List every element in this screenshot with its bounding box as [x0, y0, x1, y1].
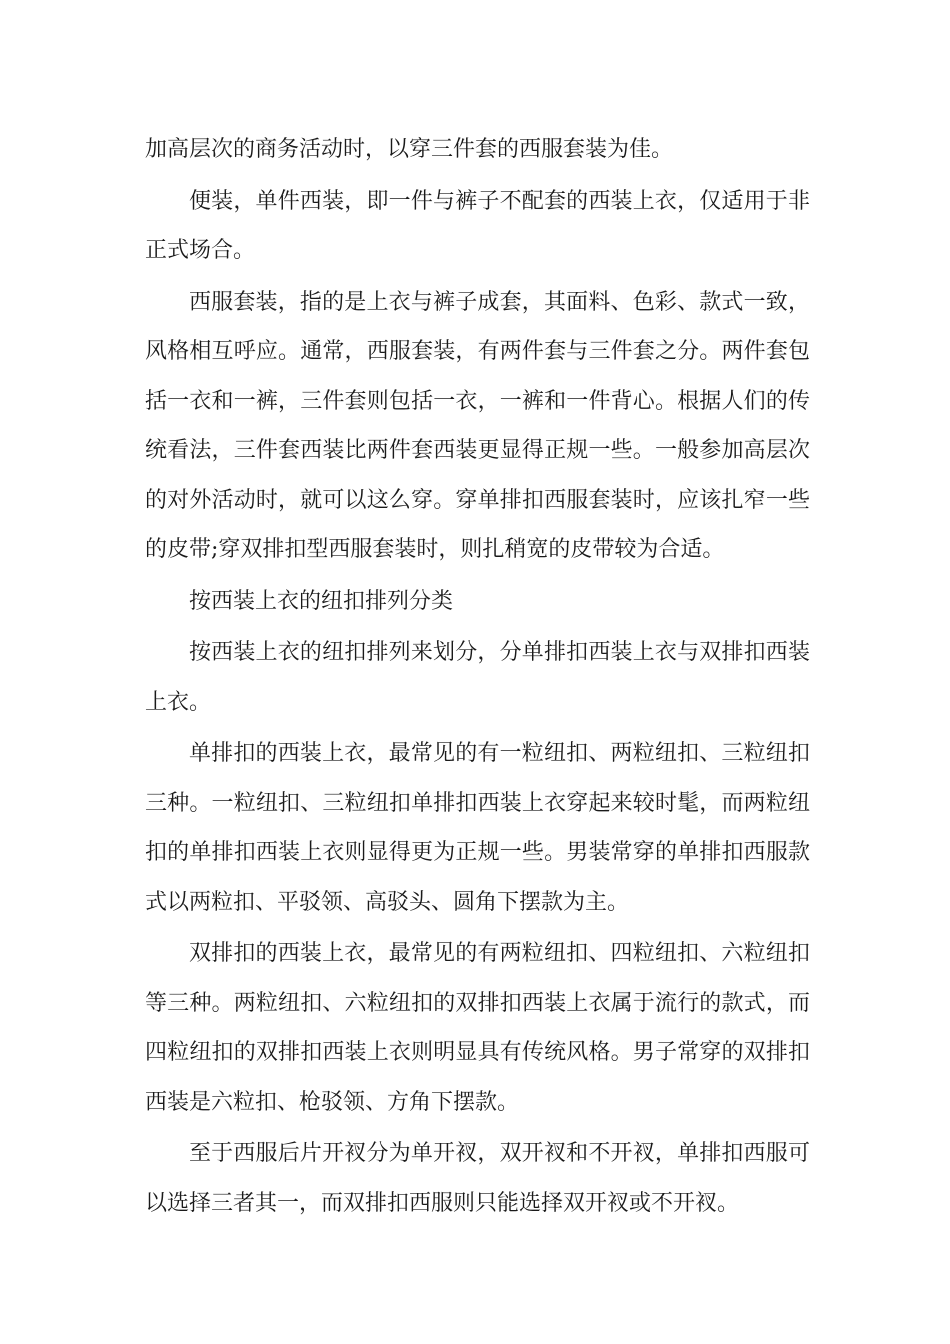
section-heading: 按西装上衣的纽扣排列分类 [189, 588, 454, 614]
paragraph: 双排扣的西装上衣，最常见的有两粒纽扣、四粒纽扣、六粒纽扣等三种。两粒纽扣、六粒纽扣的双排扣西装上衣属于流行的款式，而四粒纽扣的双排扣西装上衣则明显具有传统风格。男子常穿的双排扣西装是六粒扣、枪驳领、方角下摆款。 [145, 941, 810, 1115]
paragraph: 至于西服后片开衩分为单开衩，双开衩和不开衩，单排扣西服可以选择三者其一，而双排扣西服则只能选择双开衩或不开衩。 [145, 1141, 810, 1216]
paragraph: 便装，单件西装，即一件与裤子不配套的西装上衣，仅适用于非正式场合。 [145, 188, 810, 263]
paragraph: 按西装上衣的纽扣排列来划分，分单排扣西装上衣与双排扣西装上衣。 [145, 640, 810, 715]
paragraph: 加高层次的商务活动时，以穿三件套的西服套装为佳。 [145, 137, 674, 162]
document-body [145, 125, 810, 1230]
paragraph: 单排扣的西装上衣，最常见的有一粒纽扣、两粒纽扣、三粒纽扣三种。一粒纽扣、三粒纽扣单排扣西装上衣穿起来较时髦，而两粒纽扣的单排扣西装上衣则显得更为正规一些。男装常穿的单排扣西服款式以两粒扣、平驳领、高驳头、圆角下摆款为主。 [145, 741, 810, 915]
paragraph: 西服套装，指的是上衣与裤子成套，其面料、色彩、款式一致，风格相互呼应。通常，西服套装，有两件套与三件套之分。两件套包括一衣和一裤，三件套则包括一衣，一裤和一件背心。根据人们的传统看法，三件套西装比两件套西装更显得正规一些。一般参加高层次的对外活动时，就可以这么穿。穿单排扣西服套装时，应该扎窄一些的皮带;穿双排扣型西服套装时，则扎稍宽的皮带较为合适。 [145, 289, 810, 562]
